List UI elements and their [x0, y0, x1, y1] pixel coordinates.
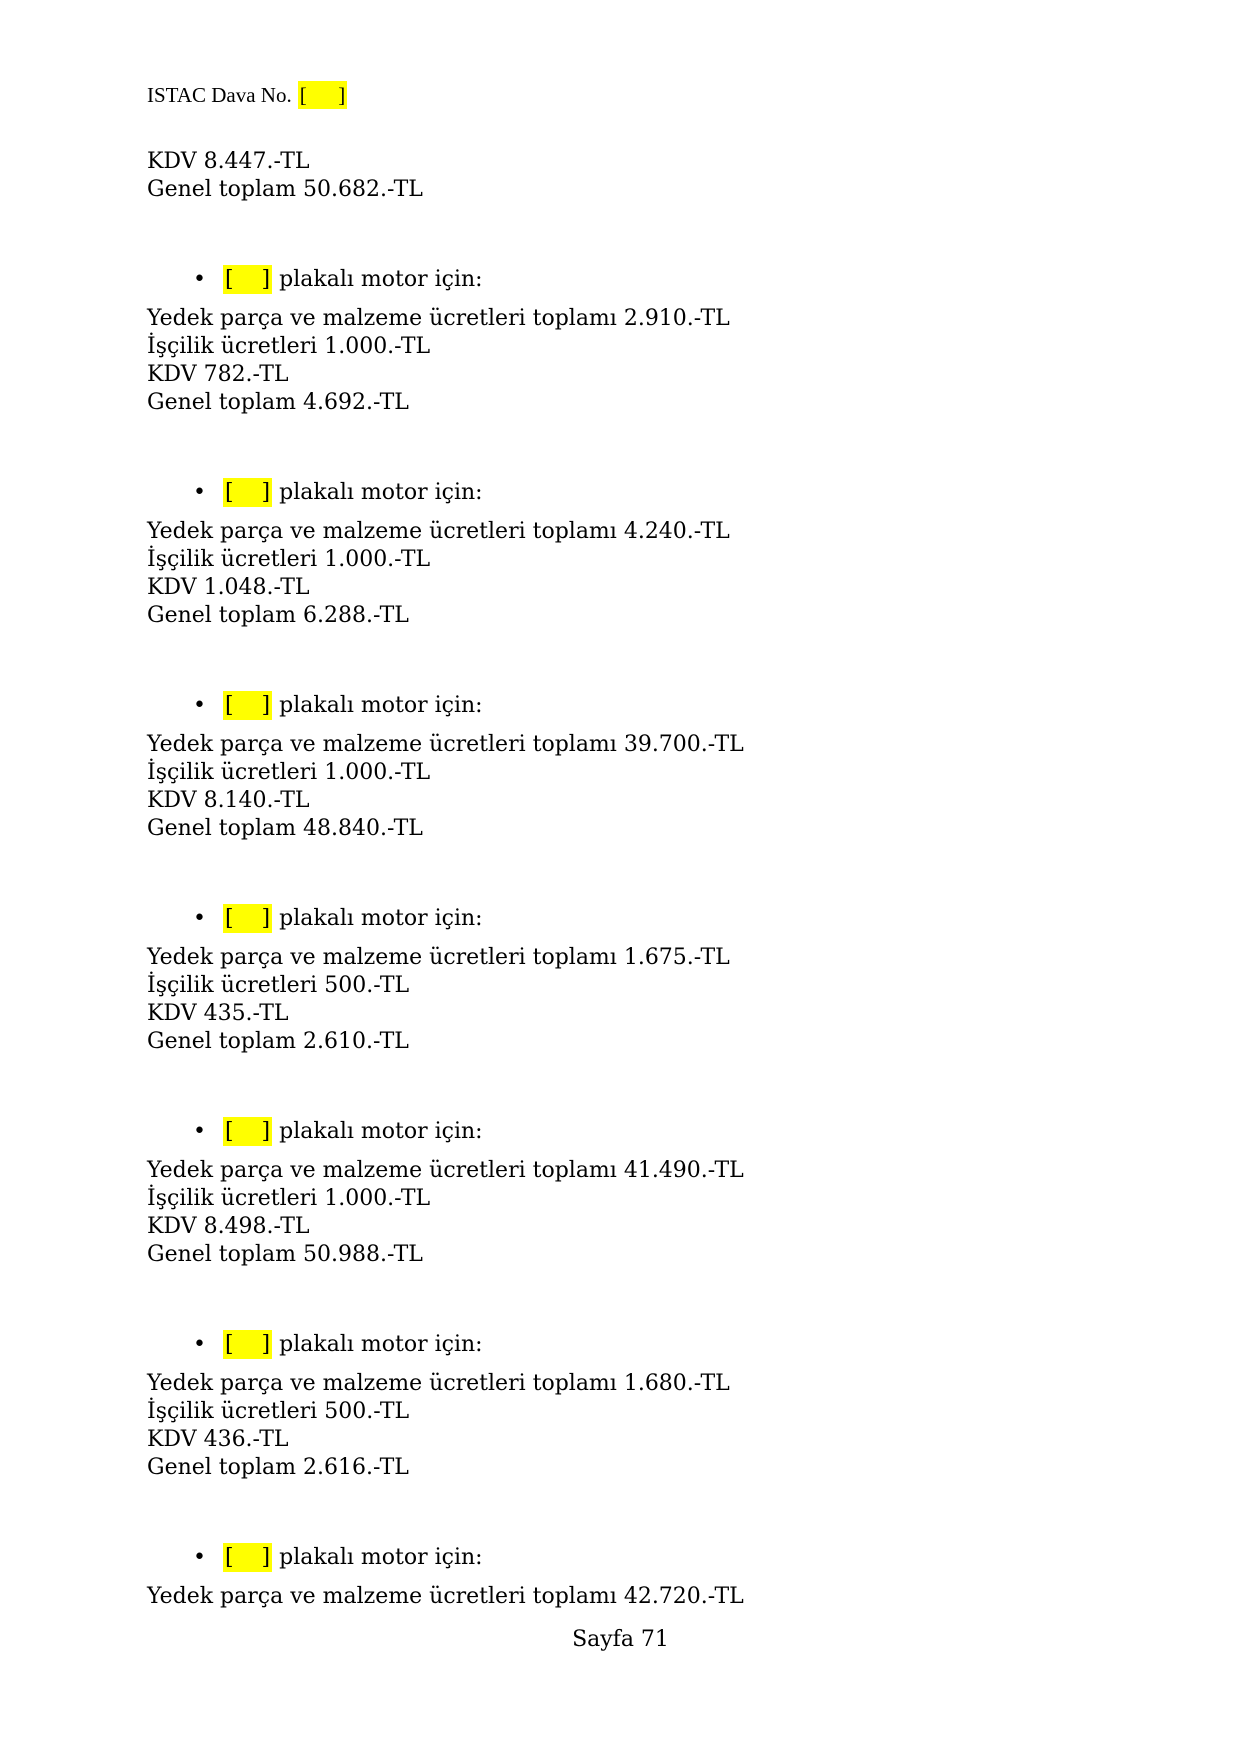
case-number-redaction: [ ]: [299, 83, 346, 107]
plate-redaction: [ ]: [225, 267, 271, 292]
bullet-heading: [147, 1543, 1161, 1572]
plate-redaction: [ ]: [225, 693, 271, 718]
parts-total-line: Yedek parça ve malzeme ücretleri toplamı 2.910.-TL: [147, 306, 730, 331]
cost-section: [147, 691, 1161, 843]
heading-text: plakalı motor için:: [279, 906, 483, 931]
parts-total-line: Yedek parça ve malzeme ücretleri toplamı 42.720.-TL: [147, 1584, 744, 1609]
heading-text: plakalı motor için:: [279, 1545, 483, 1570]
cost-section: [147, 904, 1161, 1056]
kdv-line: KDV 8.447.-TL: [147, 149, 310, 174]
bullet-heading: [147, 904, 1161, 933]
bullet-heading: [147, 1330, 1161, 1359]
bullet-heading: [147, 1117, 1161, 1146]
document-header: [147, 82, 1161, 108]
kdv-line: KDV 8.140.-TL: [147, 788, 310, 813]
plate-redaction: [ ]: [225, 1119, 271, 1144]
kdv-line: KDV 435.-TL: [147, 1001, 289, 1026]
kdv-line: KDV 8.498.-TL: [147, 1214, 310, 1239]
heading-text: plakalı motor için:: [279, 267, 483, 292]
cost-section: [147, 1543, 1161, 1611]
case-number-label: ISTAC Dava No.: [147, 83, 292, 107]
heading-text: plakalı motor için:: [279, 1332, 483, 1357]
cost-section: [147, 265, 1161, 417]
labor-line: İşçilik ücretleri 1.000.-TL: [147, 334, 431, 359]
kdv-line: KDV 436.-TL: [147, 1427, 289, 1452]
bullet-icon: •: [193, 1119, 206, 1144]
cost-section: [147, 1117, 1161, 1269]
heading-text: plakalı motor için:: [279, 480, 483, 505]
carryover-totals-block: [147, 148, 1161, 204]
heading-text: plakalı motor için:: [279, 1119, 483, 1144]
bullet-icon: •: [193, 693, 206, 718]
plate-redaction: [ ]: [225, 1545, 271, 1570]
bullet-icon: •: [193, 480, 206, 505]
bullet-icon: •: [193, 267, 206, 292]
kdv-line: KDV 1.048.-TL: [147, 575, 310, 600]
parts-total-line: Yedek parça ve malzeme ücretleri toplamı 39.700.-TL: [147, 732, 744, 757]
grand-total-line: Genel toplam 2.616.-TL: [147, 1455, 409, 1480]
plate-redaction: [ ]: [225, 480, 271, 505]
parts-total-line: Yedek parça ve malzeme ücretleri toplamı 1.675.-TL: [147, 945, 730, 970]
bullet-icon: •: [193, 906, 206, 931]
grand-total-line: Genel toplam 4.692.-TL: [147, 390, 409, 415]
labor-line: İşçilik ücretleri 500.-TL: [147, 1399, 410, 1424]
grand-total-line: Genel toplam 6.288.-TL: [147, 603, 409, 628]
parts-total-line: Yedek parça ve malzeme ücretleri toplamı 1.680.-TL: [147, 1371, 730, 1396]
page-number: Sayfa 71: [572, 1627, 669, 1652]
grand-total-line: Genel toplam 48.840.-TL: [147, 816, 423, 841]
parts-total-line: Yedek parça ve malzeme ücretleri toplamı 4.240.-TL: [147, 519, 730, 544]
cost-section: [147, 1330, 1161, 1482]
labor-line: İşçilik ücretleri 1.000.-TL: [147, 1186, 431, 1211]
heading-text: plakalı motor için:: [279, 693, 483, 718]
labor-line: İşçilik ücretleri 1.000.-TL: [147, 547, 431, 572]
plate-redaction: [ ]: [225, 906, 271, 931]
labor-line: İşçilik ücretleri 500.-TL: [147, 973, 410, 998]
parts-total-line: Yedek parça ve malzeme ücretleri toplamı 41.490.-TL: [147, 1158, 744, 1183]
grand-total-line: Genel toplam 2.610.-TL: [147, 1029, 409, 1054]
grand-total-line: Genel toplam 50.682.-TL: [147, 177, 423, 202]
cost-section: [147, 478, 1161, 630]
plate-redaction: [ ]: [225, 1332, 271, 1357]
bullet-icon: •: [193, 1545, 206, 1570]
grand-total-line: Genel toplam 50.988.-TL: [147, 1242, 423, 1267]
kdv-line: KDV 782.-TL: [147, 362, 289, 387]
bullet-icon: •: [193, 1332, 206, 1357]
bullet-heading: [147, 265, 1161, 294]
bullet-heading: [147, 478, 1161, 507]
bullet-heading: [147, 691, 1161, 720]
labor-line: İşçilik ücretleri 1.000.-TL: [147, 760, 431, 785]
